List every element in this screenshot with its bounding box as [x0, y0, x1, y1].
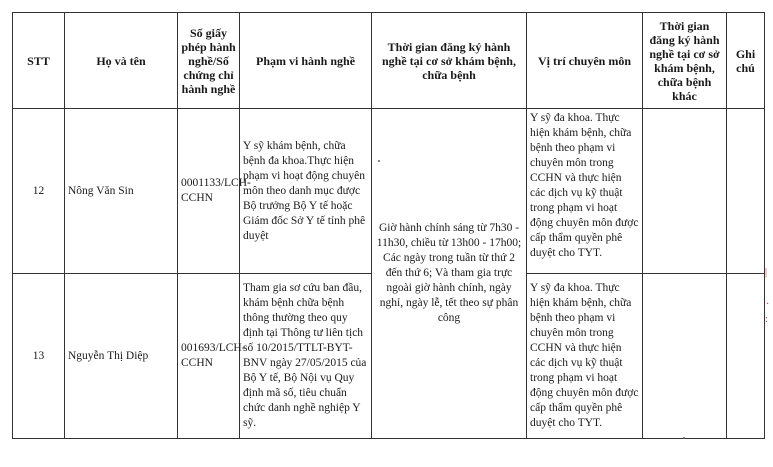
header-other-time: Thời gian đăng ký hành nghề tại cơ sở khám bệnh, chữa bệnh khác	[643, 13, 727, 109]
row-scope: Y sỹ khám bệnh, chữa bệnh đa khoa.Thực hiện phạm vi hoạt động chuyên môn theo danh mục được Bộ trưởng Bộ Y tế hoặc Giám đốc Sở Y tế tỉnh phê duyệt	[240, 109, 372, 274]
row-other-time	[643, 274, 727, 439]
row-name: Nguyễn Thị Diệp	[65, 274, 178, 439]
red-mark: ·	[766, 299, 770, 310]
row-stt: 12	[13, 109, 65, 274]
row-time-shared: Giờ hành chính sáng từ 7h30 - 11h30, chiều từ 13h00 - 17h00; Các ngày trong tuần từ thứ 2 đến thứ 6; Và tham gia trực ngoài giờ hành chính, ngày nghỉ, ngày lễ, tết theo sự phân công	[372, 109, 527, 439]
header-license: Số giấy phép hành nghề/Số chứng chỉ hành nghề	[178, 13, 240, 109]
red-mark: :	[765, 314, 768, 325]
row-position: Y sỹ đa khoa. Thực hiện khám bệnh, chữa bệnh theo phạm vi chuyên môn trong CCHN và thực hiện các dịch vụ kỹ thuật trong phạm vi hoạt động chuyên môn được cấp thẩm quyền phê duyệt cho TYT.	[527, 109, 643, 274]
header-name: Họ và tên	[65, 13, 178, 109]
header-stt: STT	[13, 13, 65, 109]
row-license: 001693/LCH-CCHN	[178, 274, 240, 439]
red-mark: |	[765, 267, 768, 278]
table-header-row	[13, 13, 765, 109]
header-scope: Phạm vi hành nghề	[240, 13, 372, 109]
row-note	[727, 274, 765, 439]
row-other-time	[643, 109, 727, 274]
staff-registration-table	[12, 12, 768, 439]
header-note: Ghi chú	[727, 13, 765, 109]
header-time: Thời gian đăng ký hành nghề tại cơ sở khám bệnh, chữa bệnh	[372, 13, 527, 109]
scan-speck	[378, 160, 380, 162]
row-stt: 13	[13, 274, 65, 439]
row-license: 0001133/LCH-CCHN	[178, 109, 240, 274]
table-row	[13, 109, 765, 274]
row-position: Y sỹ đa khoa. Thực hiện khám bệnh, chữa bệnh theo phạm vi chuyên môn trong CCHN và thực hiện các dịch vụ kỹ thuật trong phạm vi hoạt động chuyên môn được cấp thẩm quyền phê duyệt cho TYT.	[527, 274, 643, 439]
row-name: Nông Văn Sin	[65, 109, 178, 274]
row-scope: Tham gia sơ cứu ban đầu, khám bệnh chữa bệnh thông thường theo quy định tại Thông tư liên tịch số 10/2015/TTLT-BYT-BNV ngày 27/05/2015 của Bộ Y tế, Bộ Nội vụ Quy định mã số, tiêu chuẩn chức danh nghề nghiệp Y sỹ.	[240, 274, 372, 439]
row-note	[727, 109, 765, 274]
header-position: Vị trí chuyên môn	[527, 13, 643, 109]
scan-speck	[683, 437, 685, 439]
